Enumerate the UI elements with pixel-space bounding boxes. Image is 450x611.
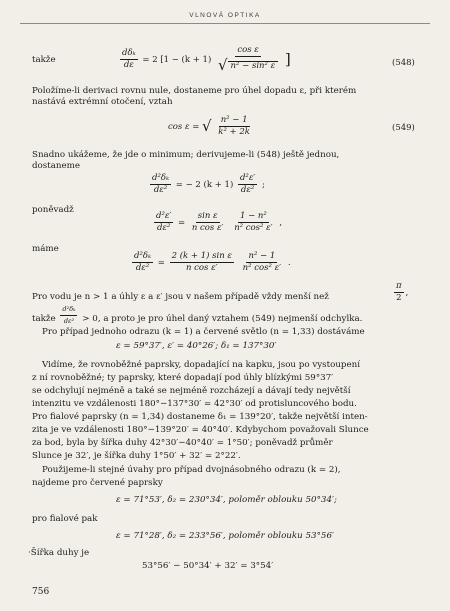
eqB-eq: = [178,218,186,228]
eqC-f2-num: n² − 1 [248,251,276,261]
eqA-end: ; [262,180,265,190]
text-mame: máme [32,244,59,254]
eqC-end: . [287,258,291,268]
eq548-lhs-num: dδₖ [122,48,136,58]
pi-half-fraction [392,282,408,303]
eqC-lhs-fraction [132,252,153,273]
eq549-fraction [216,116,252,137]
sqrt-sign-icon: √ [217,56,228,74]
p7-line1: ·Šířka duhy je [28,548,90,558]
p4-line1: Pro případ jednoho odrazu (k = 1) a červené světlo (n = 1,33) dostáváme [42,327,365,337]
p6-equation-red: ε = 71°53′, δ₂ = 230°34′, poloměr oblouku 50°34′; [116,495,337,505]
pi-fraction [394,282,404,303]
p3-line2 [32,305,363,326]
eqB-f1-den: n cos ε′ [191,223,224,233]
p3-takze: takže [32,314,56,324]
eqB-f1 [190,212,226,233]
p2-line2: dostaneme [32,161,81,171]
eq548-mid: = 2 [1 − (k + 1) [142,55,212,65]
eqC-eq: = [157,258,165,268]
eqA-lhs-num: d²δₖ [152,173,170,183]
p1-line1: Položíme-li derivaci rovnu nule, dostaneme pro úhel dopadu ε, při kterém [32,86,357,96]
eqC-f1-num: 2 (k + 1) sin ε [171,251,232,261]
p6-line2: najdeme pro červené paprsky [32,478,163,488]
equation-delta-second [130,252,291,273]
eqC-f1 [170,252,234,273]
p3-line2-rest: > 0, a proto je pro úhel daný vztahem (549) nejmenší odchylka. [82,314,363,324]
eqB-lhs-den: dε² [156,223,171,233]
p5-line3: se odchylují nejméně a také se nejméně rozcházejí a dávají tedy největší [32,386,351,396]
text-ponevadz: poněvadž [32,205,74,215]
p7-equation: 53°56′ − 50°34′ + 32′ = 3°54′ [142,561,274,571]
eq548-tag: (548) [392,58,415,68]
equation-eps-derivative [152,212,282,233]
p5-line2: z ní rovnoběžné; ty paprsky, které dopadají pod úhly blízkými 59°37′ [32,373,334,383]
eqA-rhs-den: dε² [240,185,255,195]
equation-548 [118,46,291,73]
pi-num: π [396,281,402,291]
p3-frac-num: d²δₖ [60,305,77,316]
eqC-f2-den: n² cos² ε′ [242,263,282,273]
eq548-frac-den: n² − sin² ε [228,61,279,71]
eqB-lhs-fraction [154,212,173,233]
p3-fraction [60,305,77,326]
p5-line7: za bod, byla by šířka duhy 42°30′−40°40′ = 1°50′; poněvadž průměr [32,438,333,448]
p5-line6: zita je ve vzdálenosti 180°−139°20′ = 40°40′. Kdybychom považovali Slunce [32,425,369,435]
eqA-lhs-fraction [150,174,171,195]
eqC-lhs-den: dε² [135,263,150,273]
eqC-f1-den: n cos ε′ [185,263,218,273]
eq549-num: n² − 1 [220,115,248,125]
sqrt-sign-icon: √ [202,117,212,135]
eq548-frac-num: cos ε [237,45,259,55]
p6-equation-violet: ε = 71°28′, δ₂ = 233°56′, poloměr oblouku 53°56′ [116,531,334,541]
p3-frac-den: dε² [63,317,75,325]
eqB-f2-num: 1 − n² [239,211,267,221]
eq548-lhs-fraction [120,49,138,70]
eq549-tag: (549) [392,123,415,133]
p5-line4: intenzitu ve vzdálenosti 180°−137°30′ = 42°30′ od protisluncového bodu. [32,399,357,409]
text-takze: takže [32,55,56,65]
p6-line1: Použijeme-li stejné úvahy pro případ dvojnásobného odrazu (k = 2), [42,465,341,475]
eqB-end: , [279,218,283,228]
eqB-f2 [232,212,274,233]
equation-second-derivative [148,174,265,195]
eqC-f2 [241,252,283,273]
p1-line2: nastává extrémní otočení, vztah [32,97,173,107]
equation-549 [168,116,254,137]
p4-equation: ε = 59°37′, ε′ = 40°26′; δ₁ = 137°30′ [116,341,277,351]
eq549-den: k² + 2k [218,127,250,137]
p5-line5: Pro fialové paprsky (n = 1,34) dostaneme δ₁ = 139°20′, takže největší inten- [32,412,368,422]
p2-line1: Snadno ukážeme, že jde o minimum; derivujeme-li (548) ještě jednou, [32,150,340,160]
eqB-lhs-num: d²ε′ [156,211,172,221]
eq548-fraction [216,46,280,73]
pi-den: 2 [396,293,402,303]
eq548-lhs-den: dε [123,60,134,70]
p5-line1: Vidíme, že rovnoběžné paprsky, dopadající na kapku, jsou po vystoupení [42,360,360,370]
bracket-close-icon: ] [284,50,291,68]
eqA-mid: = − 2 (k + 1) [175,180,234,190]
eqC-lhs-num: d²δₖ [134,251,152,261]
pi-end: , [405,288,409,298]
eq549-lhs: cos ε = [168,122,200,132]
p3-line1: Pro vodu je n > 1 a úhly ε a ε′ jsou v našem případě vždy menší než [32,292,329,302]
page-number: 756 [32,587,50,597]
p6-line3: pro fialové pak [32,514,98,524]
header-rule [20,23,430,24]
eqA-lhs-den: dε² [153,185,168,195]
eqA-rhs-num: d²ε′ [239,173,256,183]
eqA-rhs-fraction [238,174,257,195]
running-head: VLNOVÁ OPTIKA [189,12,261,19]
p5-line8: Slunce je 32′, je šířka duhy 1°50′ + 32′ = 2°22′. [32,451,241,461]
eqB-f1-num: sin ε [197,211,218,221]
eqB-f2-den: n² cos² ε′ [234,223,273,233]
